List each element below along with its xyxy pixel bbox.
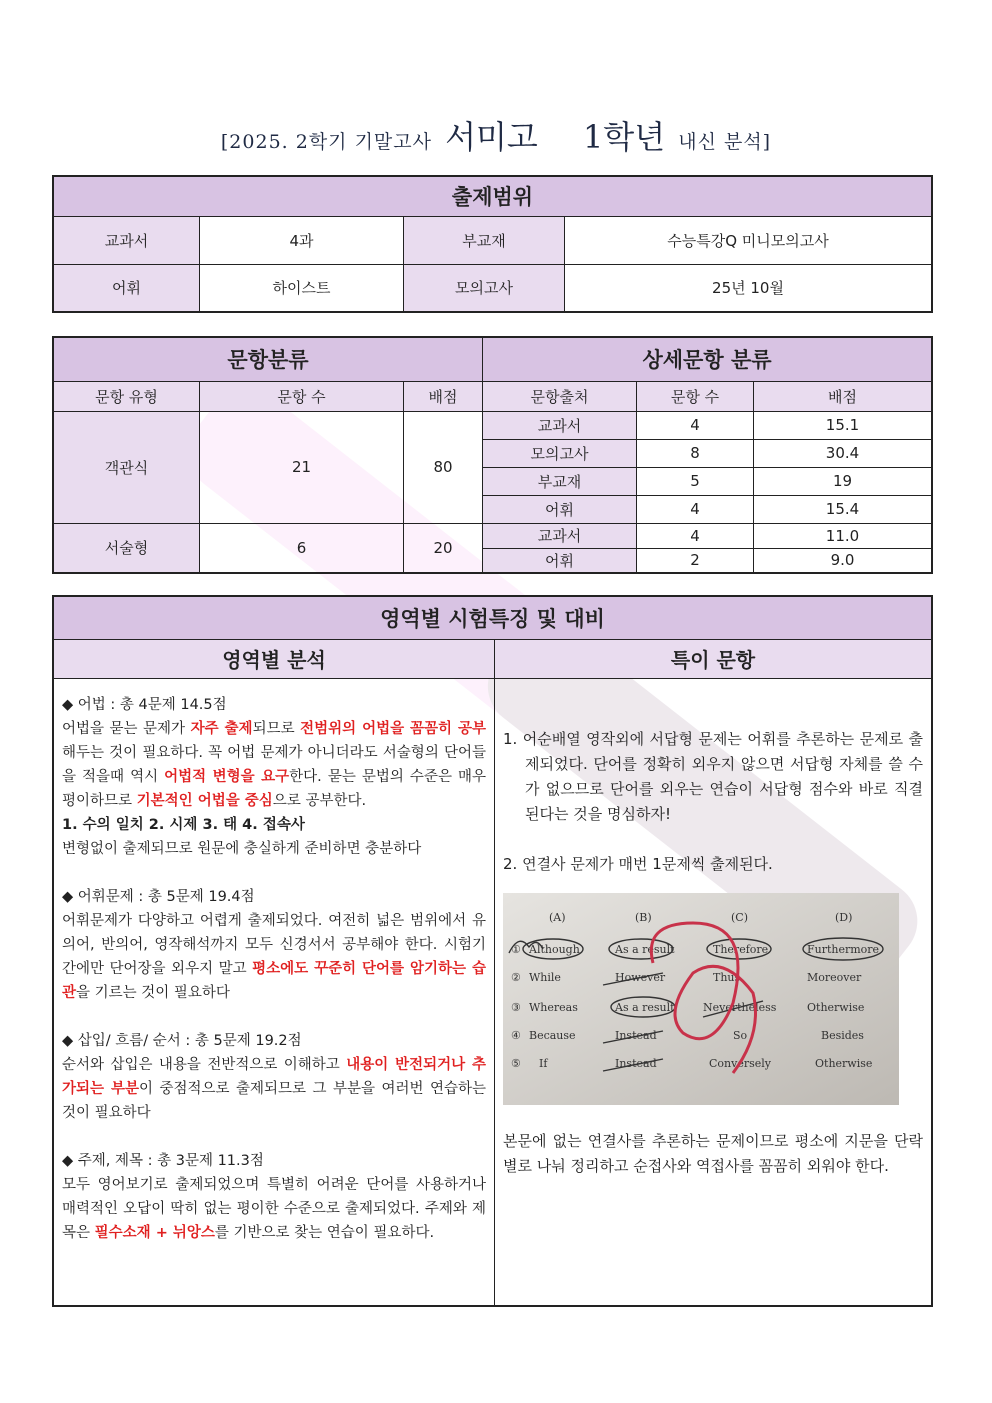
photo-col: (A) [549,910,566,924]
svg-text:Otherwise: Otherwise [807,1000,865,1014]
svg-text:Instead: Instead [615,1028,657,1042]
exam-photo [503,893,899,1105]
title-exam: [2025. 2학기 기말고사 [220,131,432,153]
svg-text:①: ① [511,942,521,956]
svg-text:④: ④ [511,1028,521,1042]
vocab-text: 어휘문제가 다양하고 어렵게 출제되었다. 여전히 넓은 범위에서 유의어, 반의어, 영작해석까지 모두 신경서서 공부해야 한다. 시험기간에만 단어장을 외우지 말고 평소에도 꾸준히 단어를 암기하는 습관을 기르는 것이 필요하다 [62,912,486,1001]
grammar-list: 1. 수의 일치 2. 시제 3. 태 4. 접속사 [62,816,305,833]
grammar-heading: ◆ 어법 : 총 4문제 14.5점 [62,696,227,713]
insert-heading: ◆ 삽입/ 흐름/ 순서 : 총 5문제 19.2점 [62,1032,302,1049]
document-title [0,112,992,158]
special-conclusion: 본문에 없는 연결사를 추론하는 문제이므로 평소에 지문을 단락별로 나눠 정리하고 순접사와 역접사를 꼼꼼히 외워야 한다. [503,1131,923,1175]
title-suffix: 내신 분석] [678,131,772,153]
svg-text:③: ③ [511,1000,521,1014]
detail-score: 19 [754,467,933,495]
detail-source: 부교재 [483,467,637,495]
detail-source: 어휘 [483,548,637,573]
svg-text:Because: Because [529,1028,576,1042]
svg-text:②: ② [511,970,521,984]
svg-text:As a result: As a result [615,1000,675,1014]
scope-header: 출제범위 [53,176,932,216]
detail-score: 15.4 [754,495,933,523]
detail-score: 11.0 [754,523,933,548]
scope-label: 교과서 [53,216,200,264]
detail-count: 5 [637,467,754,495]
scope-table [52,175,933,313]
column-header: 문항 수 [637,381,754,411]
topic-heading: ◆ 주제, 제목 : 총 3문제 11.3점 [62,1152,264,1169]
classification-header: 문항분류 [53,337,483,381]
column-header: 배점 [404,381,483,411]
special-items-body [495,678,933,1306]
objective-count: 21 [200,411,404,523]
svg-text:Besides: Besides [821,1028,864,1042]
svg-text:If: If [539,1056,548,1070]
svg-text:Although: Although [529,942,580,956]
detail-score: 30.4 [754,439,933,467]
scope-value: 하이스트 [200,264,404,312]
special-items-header: 특이 문항 [495,639,933,678]
svg-text:However: However [615,970,666,984]
grammar-tail: 변형없이 출제되므로 원문에 충실하게 준비하면 충분하다 [62,840,422,857]
svg-text:Moreover: Moreover [807,970,862,984]
features-header: 영역별 시험특징 및 대비 [53,596,932,639]
detail-classification-header: 상세문항 분류 [483,337,933,381]
svg-text:Therefore: Therefore [713,942,769,956]
detail-score: 9.0 [754,548,933,573]
detail-score: 15.1 [754,411,933,439]
scope-value: 4과 [200,216,404,264]
scope-label: 부교재 [404,216,565,264]
detail-source: 교과서 [483,523,637,548]
svg-text:Whereas: Whereas [529,1000,578,1014]
column-header: 문항 수 [200,381,404,411]
vocab-heading: ◆ 어휘문제 : 총 5문제 19.4점 [62,888,255,905]
column-header: 배점 [754,381,933,411]
type-descriptive: 서술형 [53,523,200,573]
svg-text:Nevertheless: Nevertheless [703,1000,777,1014]
special-item-1: 1. 어순배열 영작외에 서답형 문제는 어휘를 추론하는 문제로 출제되었다. 단어를 정확히 외우지 않으면 서답형 자체를 쓸 수 가 없으므로 단어를 외우는 연습이 서답형 점수와 바로 직결된다는 것을 명심하자! [503,729,923,823]
grammar-text: 어법을 묻는 문제가 자주 출제되므로 전범위의 어법을 꼼꼼히 공부해두는 것이 필요하다. 꼭 어법 문제가 아니더라도 서술형의 단어들을 적을때 역시 어법적 변형을 요구한다. 묻는 문법의 수준은 매우 평이하므로 기본적인 어법을 중심으로 공부한다. [62,720,487,809]
photo-col: (C) [731,910,748,924]
svg-text:While: While [529,970,561,984]
classification-table [52,336,933,574]
column-header: 문항출처 [483,381,637,411]
special-item-2: 2. 연결사 문제가 매번 1문제씩 출제된다. [503,854,773,873]
detail-source: 모의고사 [483,439,637,467]
svg-text:So: So [733,1028,748,1042]
svg-text:Otherwise: Otherwise [815,1056,873,1070]
descriptive-count: 6 [200,523,404,573]
features-table [52,595,933,1307]
svg-text:As a result: As a result [615,942,675,956]
svg-text:⑤: ⑤ [511,1056,521,1070]
type-objective: 객관식 [53,411,200,523]
svg-text:Thus: Thus [713,970,741,984]
topic-text: 모두 영어보기로 출제되었으며 특별히 어려운 단어를 사용하거나 매력적인 오답이 딱히 없는 평이한 수준으로 출제되었다. 주제와 제목은 필수소재 + 뉘앙스를 기반으로 찾는 연습이 필요하다. [62,1176,486,1241]
scope-value: 수능특강Q 미니모의고사 [565,216,933,264]
column-header: 문항 유형 [53,381,200,411]
detail-source: 어휘 [483,495,637,523]
title-school: 서미고 [445,118,538,156]
objective-score: 80 [404,411,483,523]
scope-label: 어휘 [53,264,200,312]
insert-text: 순서와 삽입은 내용을 전반적으로 이해하고 내용이 반전되거나 추가되는 부분이 중점적으로 출제되므로 그 부분을 여러번 연습하는 것이 필요하다 [62,1056,486,1121]
area-analysis-header: 영역별 분석 [53,639,495,678]
detail-count: 4 [637,411,754,439]
scope-value: 25년 10월 [565,264,933,312]
svg-text:Instead: Instead [615,1056,657,1070]
title-grade: 1학년 [582,118,666,156]
svg-text:Furthermore: Furthermore [807,942,880,956]
photo-col: (B) [635,910,652,924]
detail-count: 8 [637,439,754,467]
area-analysis-body [53,678,495,1306]
descriptive-score: 20 [404,523,483,573]
detail-count: 4 [637,495,754,523]
svg-text:Conversely: Conversely [709,1056,771,1070]
detail-count: 2 [637,548,754,573]
detail-count: 4 [637,523,754,548]
scope-label: 모의고사 [404,264,565,312]
photo-col: (D) [835,910,853,924]
detail-source: 교과서 [483,411,637,439]
